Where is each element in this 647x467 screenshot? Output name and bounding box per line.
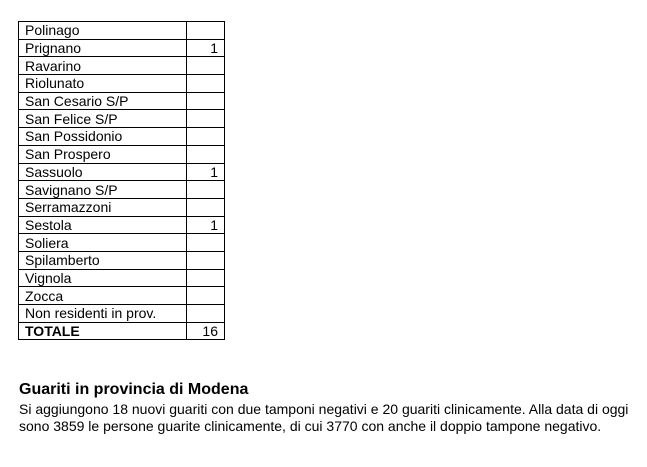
municipality-name-cell: Spilamberto — [19, 251, 187, 269]
case-count-cell — [187, 145, 225, 163]
table-row — [19, 216, 225, 234]
table-row — [19, 234, 225, 252]
case-count-cell — [187, 128, 225, 146]
total-count-cell: 16 — [187, 322, 225, 340]
municipality-name-cell: Soliera — [19, 234, 187, 252]
table-row — [19, 128, 225, 146]
municipality-name-cell: Savignano S/P — [19, 181, 187, 199]
municipality-name-cell: San Prospero — [19, 145, 187, 163]
municipality-name-cell: Sestola — [19, 216, 187, 234]
table-row — [19, 57, 225, 75]
municipality-cases-table — [18, 21, 225, 340]
table-row — [19, 198, 225, 216]
municipality-name-cell: San Felice S/P — [19, 110, 187, 128]
table-row — [19, 22, 225, 40]
case-count-cell — [187, 57, 225, 75]
case-count-cell — [187, 22, 225, 40]
municipality-name-cell: Polinago — [19, 22, 187, 40]
municipality-name-cell: San Possidonio — [19, 128, 187, 146]
municipality-name-cell: Prignano — [19, 39, 187, 57]
total-label-cell: TOTALE — [19, 322, 187, 340]
table-row — [19, 163, 225, 181]
table-row — [19, 92, 225, 110]
case-count-cell — [187, 305, 225, 323]
case-count-cell — [187, 234, 225, 252]
table-row — [19, 39, 225, 57]
case-count-cell: 1 — [187, 39, 225, 57]
table-row — [19, 287, 225, 305]
case-count-cell — [187, 269, 225, 287]
table-row — [19, 110, 225, 128]
case-count-cell — [187, 251, 225, 269]
section-title: Guariti in provincia di Modena — [19, 381, 249, 398]
case-count-cell — [187, 92, 225, 110]
case-count-cell — [187, 75, 225, 93]
case-count-cell — [187, 181, 225, 199]
table-row — [19, 251, 225, 269]
table-row — [19, 181, 225, 199]
municipality-table-body — [19, 22, 225, 340]
table-row — [19, 145, 225, 163]
case-count-cell: 1 — [187, 163, 225, 181]
municipality-name-cell: Zocca — [19, 287, 187, 305]
municipality-name-cell: Sassuolo — [19, 163, 187, 181]
case-count-cell — [187, 287, 225, 305]
table-row — [19, 75, 225, 93]
section-paragraph: Si aggiungono 18 nuovi guariti con due tamponi negativi e 20 guariti clinicamente. Alla data di oggi sono 3859 le persone guarite clinicamente, di cui 3770 con anche il doppio tampone negativo. — [19, 401, 629, 434]
municipality-name-cell: Riolunato — [19, 75, 187, 93]
total-row — [19, 322, 225, 340]
table-row — [19, 269, 225, 287]
case-count-cell — [187, 198, 225, 216]
case-count-cell: 1 — [187, 216, 225, 234]
case-count-cell — [187, 110, 225, 128]
table-row — [19, 305, 225, 323]
municipality-name-cell: Serramazzoni — [19, 198, 187, 216]
municipality-name-cell: San Cesario S/P — [19, 92, 187, 110]
municipality-name-cell: Non residenti in prov. — [19, 305, 187, 323]
municipality-name-cell: Ravarino — [19, 57, 187, 75]
municipality-name-cell: Vignola — [19, 269, 187, 287]
